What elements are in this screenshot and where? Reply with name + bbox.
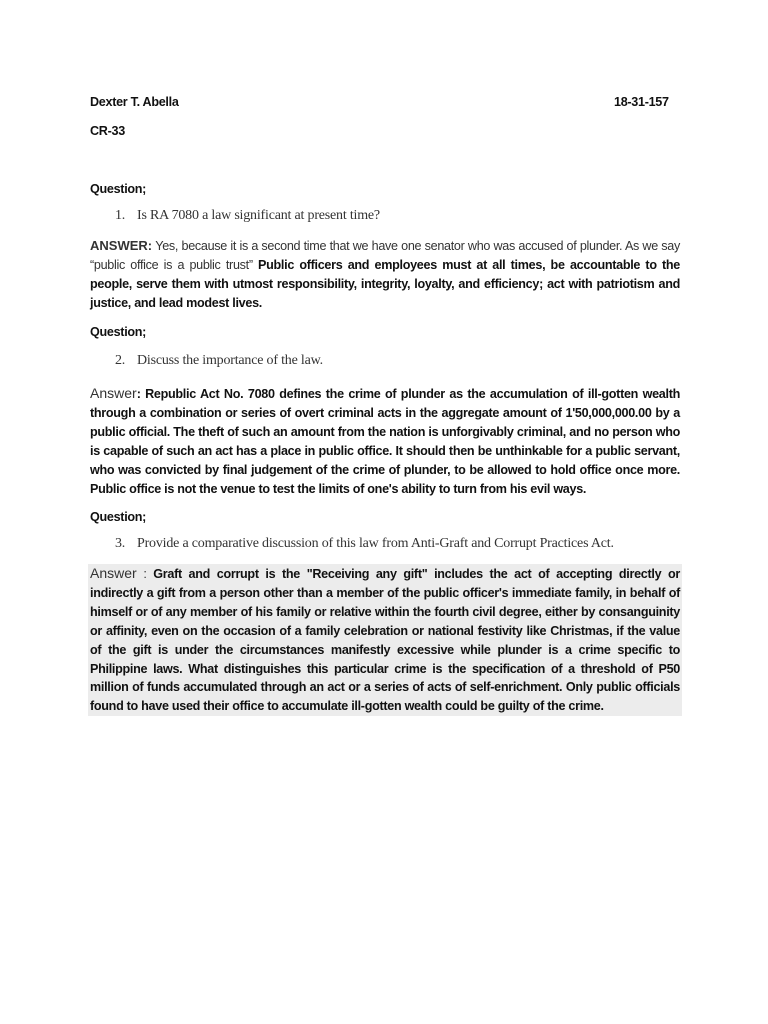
answer-body: through a combination or series of overt criminal acts in the aggregate amount of 1'50,000,000.00 by a public official. The theft of such an amount from the nation is unforgivably criminal, and no person who is capable of such an act has a place in public office. It should then be unthinkable for a public servant, who was convicted by final judgement of the crime of plunder, to be allowed to hold office once more. Public office is not the venue to test the limits of one's ability to turn from his evil ways. — [90, 405, 680, 496]
answer-intro: : Republic Act No. 7080 defines the crime of plunder as the accumulation of ill-gotten wealth — [136, 387, 680, 401]
question-label-2: Question; — [90, 325, 147, 339]
question-text: Discuss the importance of the law. — [137, 353, 323, 368]
question-number: 1. — [115, 208, 126, 223]
question-text: Is RA 7080 a law significant at present time? — [137, 208, 380, 223]
answer-body: Graft and corrupt is the "Receiving any gift" includes the act of accepting directly or indirectly a gift from a person other than a member of the public officer's immediate family, in behalf of himself or of any member of his family or relative within the fourth civil degree, either by consanguinity or affinity, even on the occasion of a family celebration or national festivity like Christmas, if the value of the gift is under the circumstances manifestly excessive while plunder is a crime specific to Philippine laws. What distinguishes this particular crime is the specification of a threshold of P50 million of funds accumulated through an act or a series of acts of self-enrichment. Only public officials found to have used their office to accumulate ill-gotten wealth could be guilty of the crime. — [90, 567, 680, 714]
answer-intro: : — [136, 567, 154, 581]
answer-2 — [90, 384, 680, 498]
question-label-3: Question; — [90, 510, 147, 524]
answer-intro: Yes, because it is a second time that we have one senator who was accused of plunder. As we say “public office is a public trust” — [90, 239, 680, 272]
question-number: 2. — [115, 353, 126, 368]
question-number: 3. — [115, 536, 126, 551]
answer-label: Answer — [90, 385, 137, 401]
section-code: CR-33 — [90, 124, 125, 138]
answer-label: ANSWER: — [90, 238, 153, 253]
answer-body: Public officers and employees must at all times, be accountable to the people, serve them with utmost responsibility, integrity, loyalty, and efficiency; act with patriotism and justice, and lead modest lives. — [90, 257, 681, 310]
question-text: Provide a comparative discussion of this law from Anti-Graft and Corrupt Practices Act. — [137, 536, 614, 551]
answer-1 — [90, 237, 680, 313]
student-id: 18-31-157 — [614, 95, 669, 109]
author-name: Dexter T. Abella — [90, 95, 179, 109]
answer-label: Answer — [90, 565, 137, 581]
question-label-1: Question; — [90, 182, 147, 196]
answer-3 — [88, 564, 682, 716]
